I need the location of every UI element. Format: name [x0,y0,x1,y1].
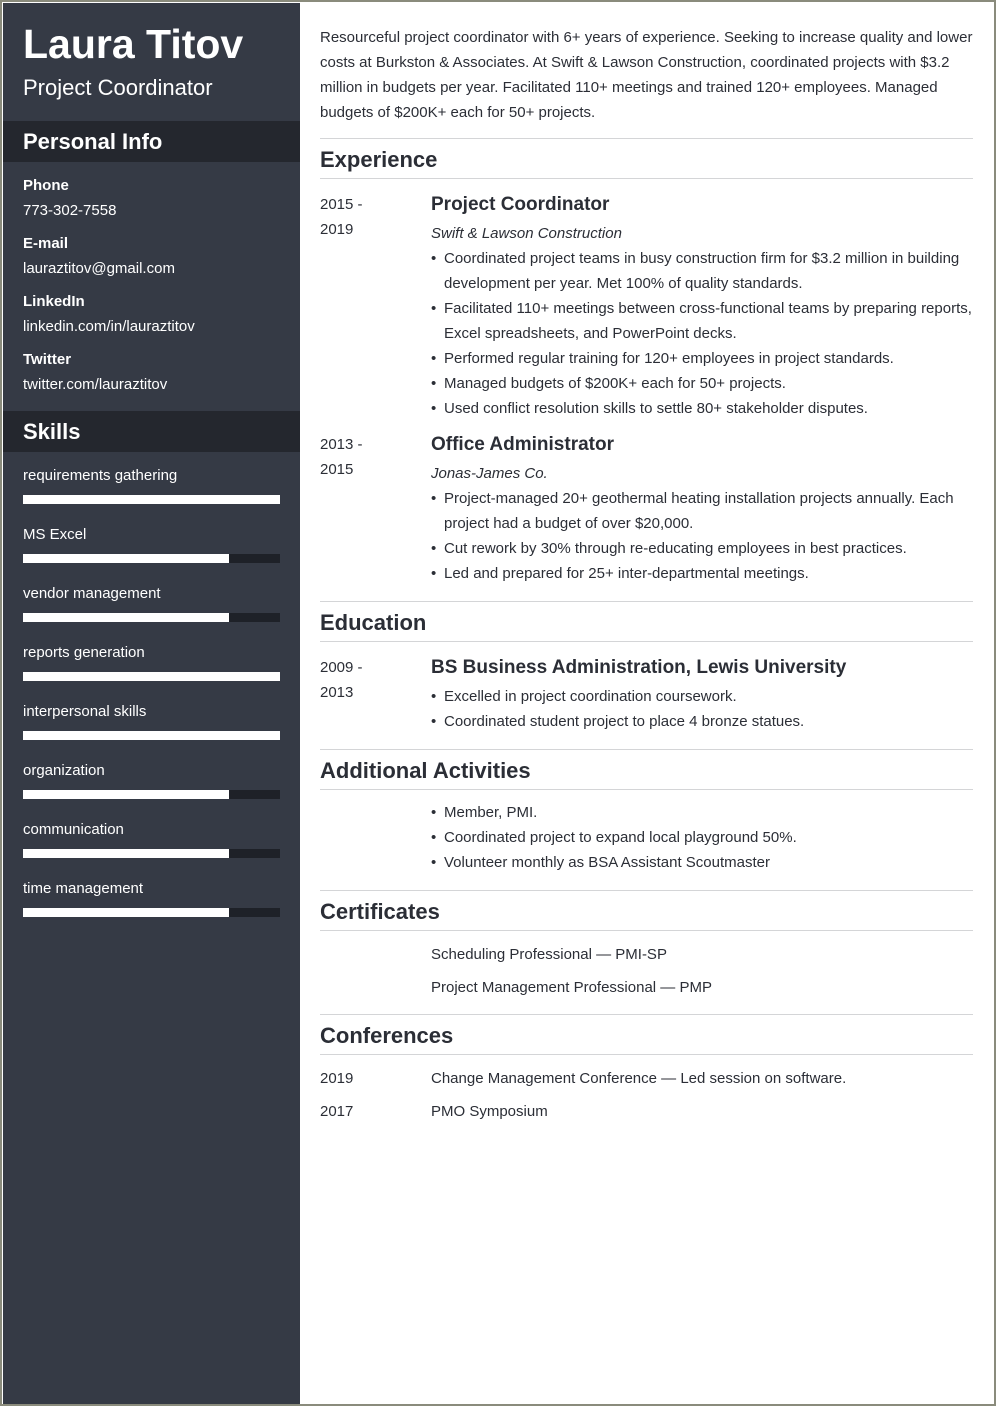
skill-bar-fill [23,731,280,740]
phone-label: Phone [23,177,69,194]
list-item: • Excelled in project coordination coursework. [431,684,974,709]
section-divider [320,789,973,790]
certificate-item: Scheduling Professional — PMI-SP [431,946,667,963]
linkedin-value: linkedin.com/in/lauraztitov [23,318,195,335]
list-item: • Coordinated project to expand local playground 50%. [431,825,974,850]
list-item: • Facilitated 110+ meetings between cross-functional teams by preparing reports, Excel spreadsheets, and PowerPoint decks. [431,296,974,346]
section-divider [320,890,973,891]
certificates-heading: Certificates [320,899,440,924]
section-divider [320,1054,973,1055]
job-role: Project Coordinator [431,194,610,215]
twitter-label: Twitter [23,351,72,368]
skill-bar [23,554,280,563]
education-date-start: 2009 - [320,659,363,676]
certificate-item: Project Management Professional — PMP [431,979,712,996]
conference-year: 2019 [320,1070,354,1087]
email-label: E-mail [23,235,69,252]
twitter-value: twitter.com/lauraztitov [23,376,168,393]
candidate-title: Project Coordinator [23,75,213,100]
job-company: Swift & Lawson Construction [431,225,622,242]
skill-bar-fill [23,908,229,917]
skill-label: interpersonal skills [23,703,147,720]
email-value: lauraztitov@gmail.com [23,260,175,277]
section-divider [320,641,973,642]
conference-item: PMO Symposium [431,1103,548,1120]
job-date-end: 2019 [320,221,354,238]
education-date-end: 2013 [320,684,354,701]
skill-bar-fill [23,790,229,799]
conference-year: 2017 [320,1103,354,1120]
conferences-heading: Conferences [320,1023,454,1048]
list-item: • Project-managed 20+ geothermal heating installation projects annually. Each project had a budget of over $20,000. [431,486,974,536]
sidebar [3,3,300,1404]
candidate-name: Laura Titov [23,21,244,67]
experience-heading: Experience [320,147,438,172]
skill-bar-fill [23,613,229,622]
skill-bar [23,908,280,917]
education-degree: BS Business Administration, Lewis University [431,657,847,678]
section-divider [320,138,973,139]
job-bullets [431,246,974,421]
phone-value: 773-302-7558 [23,202,117,219]
skill-bar-fill [23,849,229,858]
section-divider [320,930,973,931]
list-item: • Led and prepared for 25+ inter-departmental meetings. [431,561,974,586]
education-heading: Education [320,610,427,635]
list-item: • Coordinated student project to place 4 bronze statues. [431,709,974,734]
skill-bar-fill [23,554,229,563]
section-divider [320,749,973,750]
skill-label: organization [23,762,105,779]
skill-bar [23,672,280,681]
list-item: • Volunteer monthly as BSA Assistant Scoutmaster [431,850,974,875]
list-item: • Coordinated project teams in busy construction firm for $3.2 million in building development per year. Met 100% of quality standards. [431,246,974,296]
job-company: Jonas-James Co. [431,465,548,482]
skill-bar [23,849,280,858]
skill-bar [23,613,280,622]
job-role: Office Administrator [431,434,614,455]
skill-bar-fill [23,495,280,504]
activities-bullets [431,800,974,875]
section-divider [320,601,973,602]
skill-bar [23,731,280,740]
conference-item: Change Management Conference — Led session on software. [431,1070,847,1087]
skill-label: MS Excel [23,526,87,543]
skill-label: requirements gathering [23,467,178,484]
education-bullets [431,684,974,734]
list-item: • Performed regular training for 120+ employees in project standards. [431,346,974,371]
summary: Resourceful project coordinator with 6+ years of experience. Seeking to increase quality and lower costs at Burkston & Associates. At Swift & Lawson Construction, coordinated projects with $3.2 million in budgets per year. Facilitated 110+ meetings and trained 120+ employees. Managed budgets of $200K+ each for 50+ projects. [320,29,973,121]
section-divider [320,1014,973,1015]
linkedin-label: LinkedIn [23,293,85,310]
skill-bar [23,495,280,504]
skill-label: reports generation [23,644,145,661]
list-item: • Cut rework by 30% through re-educating employees in best practices. [431,536,974,561]
section-divider [320,178,973,179]
skills-heading: Skills [3,411,300,452]
job-date-start: 2013 - [320,436,363,453]
activities-heading: Additional Activities [320,758,531,783]
list-item: • Used conflict resolution skills to settle 80+ stakeholder disputes. [431,396,974,421]
job-date-start: 2015 - [320,196,363,213]
job-bullets [431,486,974,586]
skill-bar-fill [23,672,280,681]
skill-label: communication [23,821,124,838]
skill-label: time management [23,880,144,897]
skill-label: vendor management [23,585,161,602]
skill-bar [23,790,280,799]
job-date-end: 2015 [320,461,354,478]
personal-info-heading: Personal Info [3,121,300,162]
list-item: • Managed budgets of $200K+ each for 50+ projects. [431,371,974,396]
list-item: • Member, PMI. [431,800,974,825]
